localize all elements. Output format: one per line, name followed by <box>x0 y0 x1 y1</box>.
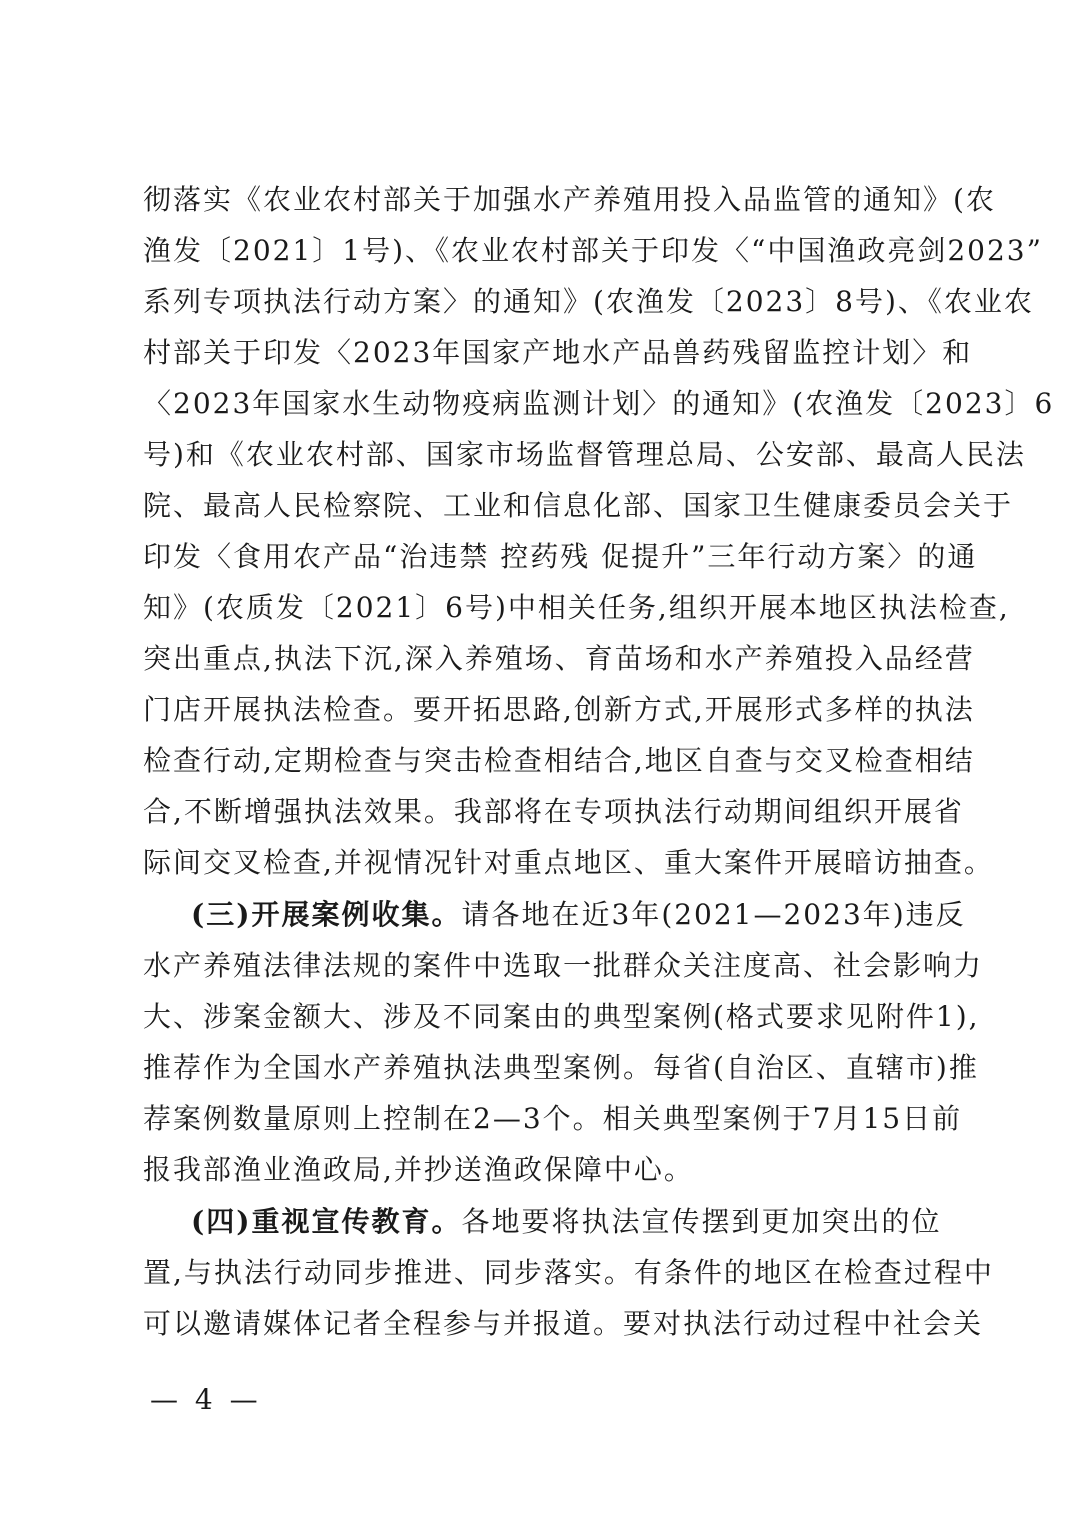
section-4-line: 可以邀请媒体记者全程参与并报道。要对执法行动过程中社会关 <box>143 1307 984 1340</box>
body-line: 际间交叉检查,并视情况针对重点地区、重大案件开展暗访抽查。 <box>143 846 994 879</box>
body-line: 检查行动,定期检查与突击检查相结合,地区自查与交叉检查相结 <box>143 744 975 777</box>
body-line: 院、最高人民检察院、工业和信息化部、国家卫生健康委员会关于 <box>143 489 1014 522</box>
section-4-first-line-text: 各地要将执法宣传摆到更加突出的位 <box>461 1205 942 1238</box>
body-line: 〈2023年国家水生动物疫病监测计划〉的通知》(农渔发〔2023〕6 <box>143 387 1055 420</box>
body-line: 突出重点,执法下沉,深入养殖场、育苗场和水产养殖投入品经营 <box>143 642 975 675</box>
section-4-heading: (四)重视宣传教育。 <box>191 1205 462 1238</box>
section-3-line: 水产养殖法律法规的案件中选取一批群众关注度高、社会影响力 <box>143 949 984 982</box>
section-3-line: 荐案例数量原则上控制在2—3个。相关典型案例于7月15日前 <box>143 1102 963 1135</box>
page-number: — 4 — <box>150 1383 262 1416</box>
body-line: 号)和《农业农村部、国家市场监督管理总局、公安部、最高人民法 <box>143 438 1026 471</box>
body-line: 印发〈食用农产品“治违禁 控药残 促提升”三年行动方案〉的通 <box>143 540 978 573</box>
section-3-line: 推荐作为全国水产养殖执法典型案例。每省(自治区、直辖市)推 <box>143 1051 979 1084</box>
body-line: 村部关于印发〈2023年国家产地水产品兽药残留监控计划〉和 <box>143 336 973 369</box>
body-line: 合,不断增强执法效果。我部将在专项执法行动期间组织开展省 <box>143 795 964 828</box>
section-4-first-line <box>191 1202 942 1242</box>
section-3-first-line <box>191 895 966 935</box>
section-4-line: 置,与执法行动同步推进、同步落实。有条件的地区在检查过程中 <box>143 1256 994 1289</box>
section-3-line: 大、涉案金额大、涉及不同案由的典型案例(格式要求见附件1), <box>143 1000 980 1033</box>
section-3-heading: (三)开展案例收集。 <box>191 898 462 931</box>
body-line: 门店开展执法检查。要开拓思路,创新方式,开展形式多样的执法 <box>143 693 975 726</box>
body-line: 知》(农质发〔2021〕6号)中相关任务,组织开展本地区执法检查, <box>143 591 1010 624</box>
section-3-first-line-text: 请各地在近3年(2021—2023年)违反 <box>461 898 966 931</box>
body-line: 彻落实《农业农村部关于加强水产养殖用投入品监管的通知》(农 <box>143 183 996 216</box>
body-line: 系列专项执法行动方案〉的通知》(农渔发〔2023〕8号)、《农业农 <box>143 285 1034 318</box>
section-3-line: 报我部渔业渔政局,并抄送渔政保障中心。 <box>143 1153 694 1186</box>
body-line: 渔发〔2021〕1号)、《农业农村部关于印发〈“中国渔政亮剑2023” <box>143 234 1043 267</box>
